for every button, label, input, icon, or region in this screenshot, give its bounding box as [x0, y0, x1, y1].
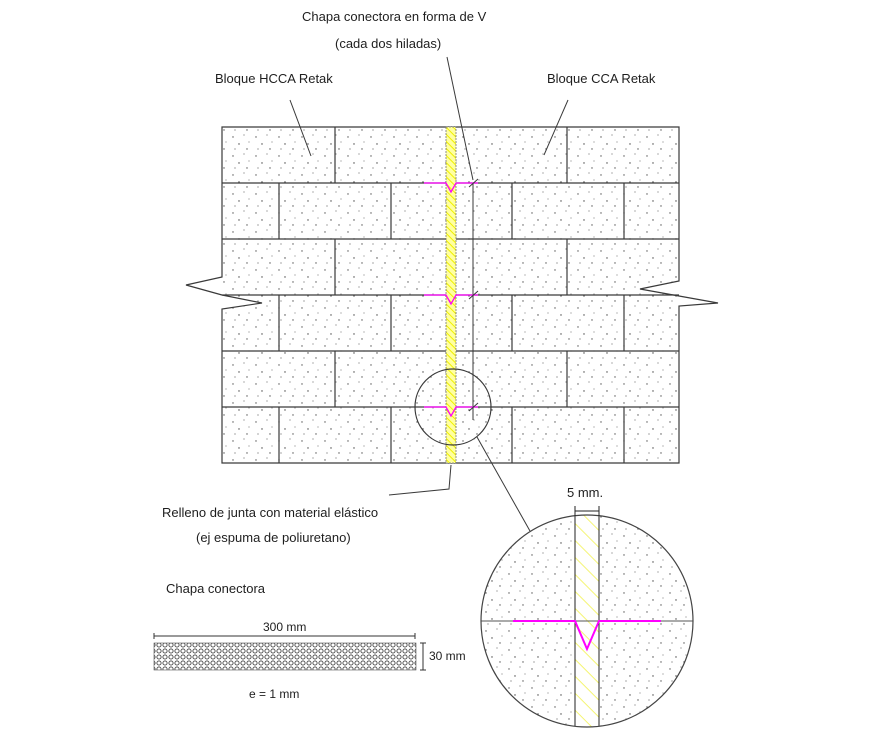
- label-connector-frequency: (cada dos hiladas): [335, 36, 442, 51]
- label-block-cca: Bloque CCA Retak: [547, 71, 656, 86]
- label-connector-length: 300 mm: [263, 620, 307, 634]
- label-connector-thickness: e = 1 mm: [249, 687, 300, 701]
- connector-plate-section: [154, 633, 426, 670]
- brick-wall: [186, 127, 718, 463]
- label-joint-fill-example: (ej espuma de poliuretano): [196, 530, 351, 545]
- label-connector-section: Chapa conectora: [166, 581, 266, 596]
- elastic-joint: [446, 127, 456, 463]
- label-block-hcca: Bloque HCCA Retak: [215, 71, 333, 86]
- detail-enlargement: [480, 505, 700, 737]
- label-connector-height: 30 mm: [429, 649, 466, 663]
- leader-joint-fill: [389, 465, 451, 495]
- label-joint-fill: Relleno de junta con material elástico: [162, 505, 379, 520]
- label-detail-width: 5 mm.: [567, 485, 604, 500]
- label-connector-title: Chapa conectora en forma de V: [302, 9, 487, 24]
